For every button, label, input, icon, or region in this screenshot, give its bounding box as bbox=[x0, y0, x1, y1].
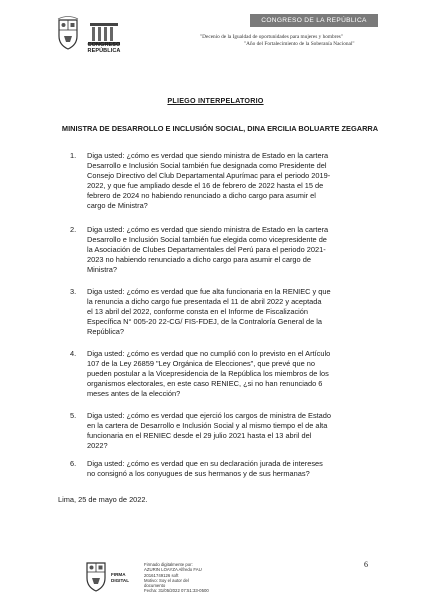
question-number: 3. bbox=[70, 287, 77, 296]
question-line: funcionaria en el RENIEC desde el 29 julio 2021 hasta el 13 abril del bbox=[87, 431, 312, 440]
question-line: Consejo Directivo del Club Departamental Apurímac para el periodo 2019- bbox=[87, 171, 331, 180]
decenio-line-1: "Decenio de la Igualdad de oportunidades para mujeres y hombres" bbox=[200, 34, 344, 40]
question-line: 2022? bbox=[87, 441, 108, 450]
addressee: MINISTRA DE DESARROLLO E INCLUSIÓN SOCIAL, DINA ERCILIA BOLUARTE ZEGARRA bbox=[61, 124, 379, 133]
question-number: 6. bbox=[70, 459, 77, 468]
question-text bbox=[87, 411, 376, 451]
question-line: Específica N° 005-20 22-CG/ FIS-FDEJ, de la Contraloría General de la bbox=[87, 317, 323, 326]
question-line: Desarrollo e Inclusión Social también fue elegida como vicepresidente de bbox=[87, 235, 327, 244]
badge-line: DIGITAL bbox=[111, 578, 130, 583]
decenio-text bbox=[200, 34, 390, 48]
firma-digital-badge bbox=[111, 572, 129, 584]
question-line: Diga usted: ¿cómo es verdad que siendo ministra de Estado en la cartera bbox=[87, 225, 329, 234]
coat-of-arms-icon bbox=[56, 16, 80, 50]
question-line: 2023 no habiendo renunciado a dicho cargo para asumir el cargo de bbox=[87, 255, 311, 264]
question-line: febrero de 2024 no habiendo renunciado a dicho cargo para asumir el bbox=[87, 191, 316, 200]
question-text bbox=[87, 151, 376, 211]
signature-line: Firmado digitalmente por: bbox=[144, 562, 193, 567]
congress-banner: CONGRESO DE LA REPÚBLICA bbox=[250, 14, 378, 27]
question-line: no consignó a los conyugues de sus hermanos y de sus hermanas? bbox=[87, 469, 310, 478]
question-line: meses antes de la elección? bbox=[87, 389, 181, 398]
question-line: 2022, y que fue ampliado desde el 16 de febrero de 2022 hasta el 15 de bbox=[87, 181, 324, 190]
coat-of-arms-icon bbox=[84, 560, 108, 592]
signature-line: AZURIN LOAYZA Alfredo FAU bbox=[144, 567, 202, 573]
question-text bbox=[87, 349, 376, 399]
closing-date: Lima, 25 de mayo de 2022. bbox=[58, 495, 148, 504]
badge-line: FIRMA bbox=[111, 572, 126, 577]
signature-line: Motivo: Soy el autor del bbox=[144, 577, 189, 583]
signature-line: 20161749126 soft bbox=[144, 572, 179, 578]
question-text bbox=[87, 459, 376, 479]
question-line: en la cartera de Desarrollo e Inclusión Social y al mismo tiempo el de alta bbox=[87, 421, 328, 430]
question-number: 4. bbox=[70, 349, 77, 358]
question-line: República? bbox=[87, 327, 124, 336]
question-line: 107 de la Ley 26859 "Ley Orgánica de Elecciones", que prevé que no bbox=[87, 359, 315, 368]
decenio-line-2: "Año del Fortalecimiento de la Soberanía Nacional" bbox=[244, 41, 355, 47]
question-line: Diga usted: ¿cómo es verdad que fue alta funcionaria en la RENIEC y que bbox=[87, 287, 331, 296]
signature-line: documento bbox=[144, 583, 166, 589]
question-line: Diga usted: ¿cómo es verdad que en su declaración jurada de intereses bbox=[87, 459, 323, 468]
page-number: 6 bbox=[364, 560, 368, 569]
question-number: 5. bbox=[70, 411, 77, 420]
question-line: pueden postular a la Vicepresidencia de la República los miembros de los bbox=[87, 369, 329, 378]
question-line: Diga usted: ¿cómo es verdad que no cumplió con lo previsto en el Artículo bbox=[87, 349, 331, 358]
digital-signature-block bbox=[84, 560, 224, 600]
question-line: el 13 abril del 2022, conforme consta en el Informe de Fiscalización bbox=[87, 307, 309, 316]
signature-details bbox=[144, 562, 234, 594]
congress-label-text: CONGRESO REPÚBLICA bbox=[87, 42, 121, 54]
question-line: la renuncia a dicho cargo fue presentada el 11 de abril 2022 y aceptada bbox=[87, 297, 322, 306]
question-number: 2. bbox=[70, 225, 77, 234]
question-line: cargo de Ministra? bbox=[87, 201, 148, 210]
document-title: PLIEGO INTERPELATORIO bbox=[167, 96, 264, 105]
congress-label bbox=[84, 42, 124, 54]
question-line: la Asociación de Clubes Departamentales del Perú para el periodo 2021- bbox=[87, 245, 326, 254]
question-number: 1. bbox=[70, 151, 77, 160]
header-logos bbox=[56, 12, 126, 60]
question-line: organismos electorales, en este caso RENIEC, ¿si no han renunciado 6 bbox=[87, 379, 323, 388]
question-line: Ministra? bbox=[87, 265, 117, 274]
question-line: Desarrollo e Inclusión Social también fue designada como Presidente del bbox=[87, 161, 327, 170]
signature-line: Fecha: 31/05/2022 07:51:33-0500 bbox=[144, 588, 209, 594]
question-text bbox=[87, 225, 376, 275]
question-text bbox=[87, 287, 376, 337]
question-line: Diga usted: ¿cómo es verdad que siendo ministra de Estado en la cartera bbox=[87, 151, 329, 160]
question-line: Diga usted: ¿cómo es verdad que ejerció los cargos de ministra de Estado bbox=[87, 411, 332, 420]
